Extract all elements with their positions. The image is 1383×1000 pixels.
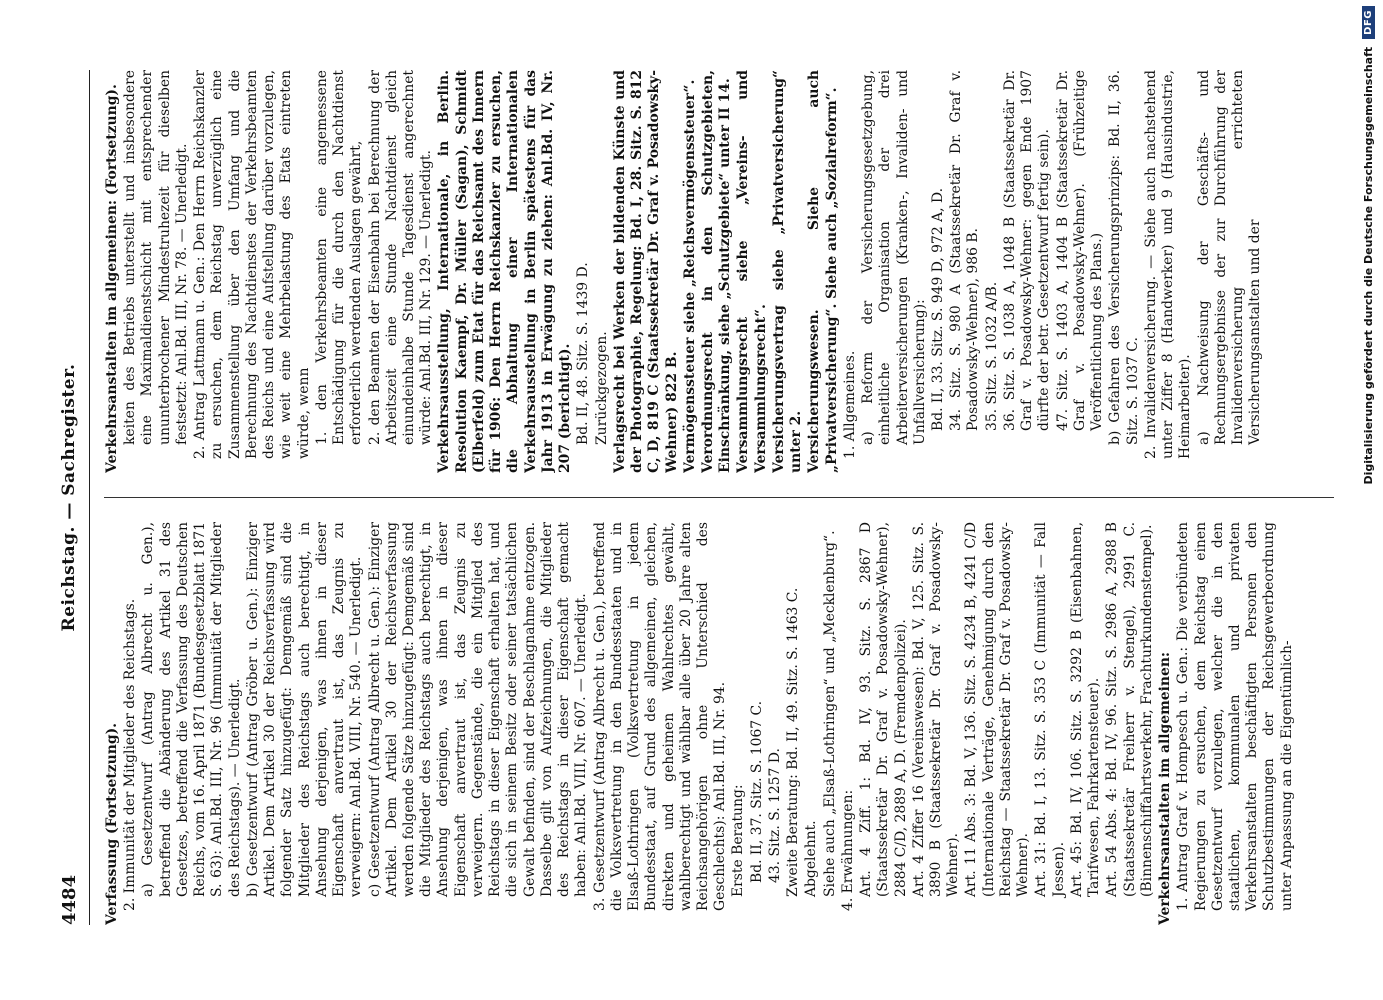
- index-entry-heading: Verordnungsrecht in den Schutzgebieten, Einschränkung, siehe „Schutzgebiete“ unter II 14.: [699, 70, 734, 473]
- index-entry-text: 47. Sitz. S. 1403 A, 1404 B (Staatssekretär Dr. Graf v. Posadowsky-Wehner). (Frühzeitige Veröffentlichung des Plans.): [1054, 70, 1106, 431]
- index-entry-text: 4. Erwähnungen:: [839, 789, 856, 911]
- page-number: 4484: [59, 874, 80, 925]
- index-entry-text: 1. Antrag Graf v. Hompesch u. Gen.: Die verbündeten Regierungen zu ersuchen, dem Reichstag einen Gesetzentwurf vorzulegen, welcher die in den staatlichen, kommunalen und privaten Verkehrsanstalten beschäftigten Personen den Schutzbestimmungen der Reichsgewerbeordnung unter Anpassung an die Eigentümlich-: [1175, 522, 1295, 911]
- index-entry-text: a) Reform der Versicherungsgesetzgebung, einheitliche Organisation der drei Arbeiterversicherungen (Kranken-, Invaliden- und Unfallversicherung):: [860, 70, 928, 445]
- index-entry-text: 35. Sitz. S. 1032 A/B.: [983, 281, 1000, 431]
- index-entry-text: 43. Sitz. S. 1257 D.: [766, 748, 783, 883]
- index-entry-text: Bd. II, 48. Sitz. S. 1439 D.: [575, 262, 592, 445]
- index-entry-text: Siehe auch „Elsaß-Lothringen“ und „Mecklenburg“.: [821, 530, 838, 897]
- index-entry-heading: Verlagsrecht bei Werken der bildenden Künste und der Photographie, Regelung: Bd. I, 28. Sitz. S. 812 C, D, 819 C (Staatssekretär Dr. Graf v. Posadowsky-Wehner) 822 B.: [611, 70, 680, 473]
- index-entry-text: Art. 54 Abs. 4: Bd. IV, 96. Sitz. S. 2986 A, 2988 B (Staatssekretär Freiherr v. Stengel), 2991 C. (Binnenschiffahrtsverkehr, Frachturkundenstempel).: [1104, 522, 1155, 897]
- index-entry-text: Bd. II, 33. Sitz. S. 949 D, 972 A, D.: [930, 187, 947, 431]
- index-entry-text: Art. 4 Ziff. 1: Bd. IV, 93. Sitz. S. 2867 D (Staatssekretär Dr. Graf v. Posadowsky-Wehner), 2884 C/D, 2889 A, D. (Fremdenpolizei).: [858, 522, 909, 897]
- index-entry-text: Erste Beratung:: [730, 784, 747, 897]
- index-entry-text: 1. den Verkehrsbeamten eine angemessene Entschädigung für die durch den Nachtdienst erforderlich werdenden Auslagen gewährt,: [313, 70, 365, 445]
- index-entry-heading: Verkehrsanstalten im allgemeinen:: [1157, 651, 1174, 925]
- index-entry-text: Bd. II, 37. Sitz. S. 1067 C.: [748, 700, 765, 883]
- text-columns: [104, 70, 1334, 925]
- digitization-credit: Digitalisierung gefördert durch die Deutsche Forschungsgemeinschaft: [1361, 46, 1375, 485]
- index-entry-heading: Verkehrsausstellung, Internationale, in Berlin. Resolution Kaempf, Dr. Müller (Sagan), Schmidt (Elberfeld) zum Etat für das Reichsamt des Innern für 1906: Den Herrn Reichskanzler zu ersuchen, die Abhaltung einer Internationalen Verkehrsausstellung in Berlin spätestens für das Jahr 1913 in Erwägung zu ziehen: Anl.Bd. IV, Nr. 207 (berichtigt).: [436, 70, 574, 473]
- index-entry-heading: Vermögenssteuer siehe „Reichsvermögenssteuer“.: [681, 79, 698, 473]
- index-entry-text: 2. Immunität der Mitglieder des Reichstags.: [122, 598, 139, 911]
- index-entry-heading: Versammlungsrecht siehe „Vereins- und Versammlungsrecht“.: [735, 70, 769, 473]
- index-entry-text: 2. Antrag Lattmann u. Gen.: Den Herrn Reichskanzler zu ersuchen, dem Reichstag unverzüglich eine Zusammenstellung über den Umfang und die Berechnung des Nachtdienstes der Verkehrsbeamten des Reichs und eine Aufstellung darüber vorzulegen, wie weit eine Mehrbelastung des Etats eintreten würde, wenn: [192, 70, 312, 459]
- index-entry-text: c) Gesetzentwurf (Antrag Albrecht u. Gen.): Einziger Artikel. Dem Artikel 30 der Reichsverfassung werden folgende Sätze hinzugefügt: Demgemäß sind die Mitglieder des Reichstags auch berechtigt, in Ansehung derjenigen, was ihnen in dieser Eigenschaft anvertraut ist, das Zeugnis zu verweigern. Gegenstände, die ein Mitglied des Reichstags in dieser Eigenschaft erhalten hat, und die sich in seinem Besitz oder seiner tatsächlichen Gewalt befinden, sind der Beschlagnahme entzogen. Dasselbe gilt von Aufzeichnungen, die Mitglieder des Reichstags in dieser Eigenschaft gemacht haben: Anl.Bd. VIII, Nr. 607. — Unerledigt.: [366, 522, 590, 897]
- index-entry-text: Zweite Beratung: Bd. II, 49. Sitz. S. 1463 C.: [785, 587, 802, 897]
- index-entry-text: 3. Gesetzentwurf (Antrag Albrecht u. Gen.), betreffend die Volksvertretung in den Bundesstaaten und in Elsaß-Lothringen (Volksvertretung in jedem Bundesstaat, auf Grund des allgemeinen, gleichen, direkten und geheimen Wahlrechtes gewählt, wahlberechtigt und wählbar alle über 20 Jahre alten Reichsangehörigen ohne Unterschied des Geschlechts): Anl.Bd. III, Nr. 94.: [591, 522, 729, 911]
- dfg-logo: DFG: [1362, 6, 1375, 39]
- index-entry-text: 34. Sitz. S. 980 A (Staatssekretär Dr. Graf v. Posadowsky-Wehner), 986 B.: [948, 70, 982, 431]
- index-entry-text: keiten des Betriebs unterstellt und insbesondere eine Maximaldienstschicht mit entsprechender ununterbrochener Mindestruhezeit für dieselben festsetzt: Anl.Bd. III, Nr. 78. — Unerledigt.: [122, 70, 190, 445]
- index-entry-heading: Verfassung (Fortsetzung).: [104, 723, 120, 925]
- index-entry-heading: Versicherungswesen. Siehe auch „Privatversicherung“. Siehe auch „Sozialreform“.: [806, 70, 840, 473]
- index-entry-text: 36. Sitz. S. 1038 A, 1048 B (Staatssekretär Dr. Graf v. Posadowsky-Wehner: gegen Ende 1907 dürfte der betr. Gesetzentwurf fertig sein).: [1001, 70, 1053, 431]
- index-entry-text: Art. 11 Abs. 3: Bd. V, 136. Sitz. S. 4234 B, 4241 C/D (Internationale Verträge, Genehmigung durch den Reichstag — Staatssekretär Dr. Graf v. Posadowsky-Wehner).: [963, 522, 1032, 897]
- index-entry-text: Art. 4 Ziffer 16 (Vereinswesen): Bd. V, 125. Sitz. S. 3890 B (Staatssekretär Dr. Graf v. Posadowsky-Wehner).: [910, 522, 962, 897]
- index-entry-text: Zurückgezogen.: [593, 331, 610, 445]
- index-entry-text: a) Nachweisung der Geschäfts- und Rechnungsergebnisse der zur Durchführung der Invalidenversicherung errichteten Versicherungsanstalten und der: [1195, 70, 1264, 445]
- page-header: [55, 70, 90, 925]
- index-entry-heading: Versicherungsvertrag siehe „Privatversicherung“ unter 2.: [770, 70, 805, 473]
- left-column: [104, 522, 1334, 925]
- index-entry-text: 1. Allgemeines.: [841, 350, 858, 459]
- index-entry-text: 2. Invalidenversicherung. — Siehe auch nachstehend unter Ziffer 8 (Handwerker) und 9 (Hausindustrie, Heimarbeiter).: [1142, 70, 1194, 459]
- index-entry-text: Art. 45: Bd. IV, 106. Sitz. S. 3292 B (Eisenbahnen, Tarifwesen, Fahrkartensteuer).: [1068, 522, 1103, 897]
- index-entry-text: Art. 31: Bd. I, 13. Sitz. S. 353 C (Immunität — Fall Jessen).: [1033, 522, 1067, 897]
- running-head: Reichstag. — Sachregister.: [59, 363, 79, 632]
- index-entry-heading: Verkehrsanstalten im allgemeinen: (Fortsetzung).: [104, 84, 120, 473]
- index-entry-text: b) Gesetzentwurf (Antrag Gröber u. Gen.): Einziger Artikel. Dem Artikel 30 der Reichsverfassung wird folgender Satz hinzugefügt: Demgemäß sind die Mitglieder des Reichstags auch berechtigt, in Ansehung derjenigen, was ihnen in dieser Eigenschaft anvertraut ist, das Zeugnis zu verweigern: Anl.Bd. VIII, Nr. 540. — Unerledigt.: [244, 522, 365, 897]
- digitization-note: [1357, 0, 1379, 1000]
- index-entry-text: b) Gefahren des Versicherungsprinzips: Bd. II, 36. Sitz. S. 1037 C.: [1107, 70, 1141, 445]
- index-entry-text: Abgelehnt.: [803, 820, 820, 897]
- index-entry-text: a) Gesetzentwurf (Antrag Albrecht u. Gen.), betreffend die Abänderung des Artikel 31 des Gesetzes, betreffend die Verfassung des Deutschen Reichs, vom 16. April 1871 (Bundesgesetzblatt 1871 S. 63): Anl.Bd. III, Nr. 96 (Immunität der Mitglieder des Reichstags). — Unerledigt.: [140, 522, 243, 897]
- right-column: [104, 70, 1334, 473]
- index-entry-text: 2. den Beamten der Eisenbahn bei Berechnung der Arbeitszeit eine Stunde Nachtdienst gleich einundeinhalbe Stunde Tagesdienst angerechnet würde: Anl.Bd. III, Nr. 129. — Unerledigt.: [366, 70, 435, 445]
- column-divider: [104, 497, 1334, 498]
